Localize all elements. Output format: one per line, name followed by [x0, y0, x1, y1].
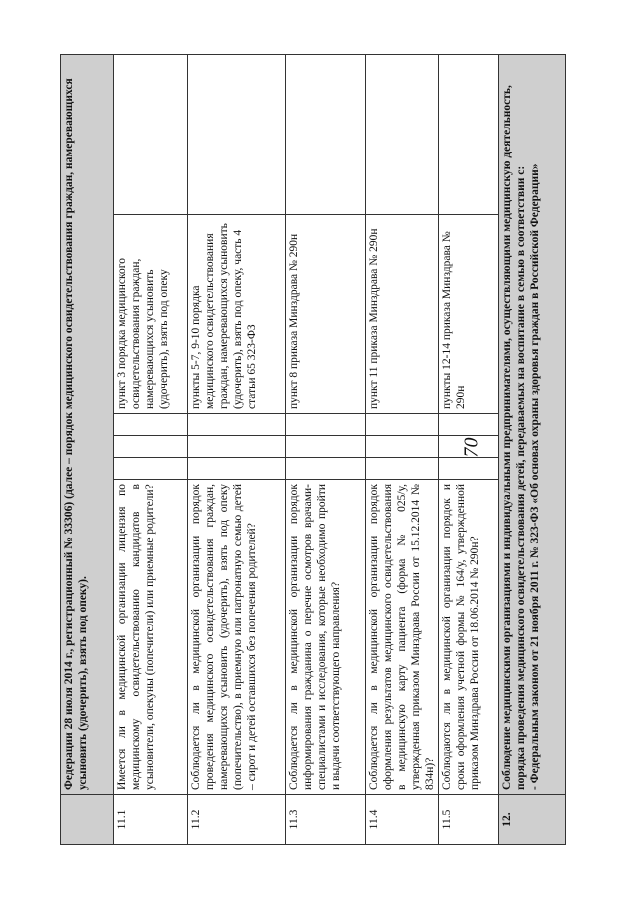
row-reference: пункт 8 приказа Минздрава № 290н [286, 215, 366, 414]
row-question: Имеется ли в медицинской организации лицензия по медицинскому освидетельствованию кандидатов в усыновители, опекуны (попечители) или приемные родители? [114, 480, 188, 795]
answer-cell [366, 436, 439, 458]
answer-cell [366, 414, 439, 436]
page-number: 70 [460, 437, 483, 458]
answer-cell [188, 436, 286, 458]
section-footer-row [499, 54, 566, 844]
header-row [61, 54, 114, 844]
row-question: Соблюдается ли в медицинской организации порядок проведения медицинского освидетельствования граждан, намеревающихся усыновить (удочерить), взять под опеку (попечительство), в приемную или патронатную семью детей – сирот и детей оставшихся без попечения родителей? [188, 480, 286, 795]
row-number: 11.2 [188, 795, 286, 845]
answer-cell [439, 414, 499, 436]
answer-cell [286, 458, 366, 480]
header-text: Федерации 28 июля 2014 г., регистрационный № 33306) (далее – порядок медицинского освидетельствования граждан, намеревающихся усыновить (удочерить), взять под опеку). [61, 54, 114, 794]
table-row [366, 54, 439, 844]
checklist-table [60, 54, 566, 845]
row-number: 11.1 [114, 795, 188, 845]
footer-law: - Федеральным законом от 21 ноября 2011 г. № 323-ФЗ «Об основах охраны здоровья граждан в Российской Федерации» [529, 163, 542, 790]
row-question: Соблюдается ли в медицинской организации порядок информирования гражданина о перечне осмотров врачами-специалистами и исследования, которые необходимо пройти и выдачи соответствующего направления? [286, 480, 366, 795]
answer-cell [439, 458, 499, 480]
note-cell [366, 54, 439, 214]
rotated-document [60, 55, 555, 845]
answer-cell [286, 436, 366, 458]
note-cell [114, 54, 188, 214]
footer-number: 12. [499, 795, 566, 845]
row-question: Соблюдаются ли в медицинской организации порядок и сроки оформления учетной формы № 164/у, утвержденной приказом Минздрава России от 18.06.2014 № 290н? [439, 480, 499, 795]
row-number: 11.3 [286, 795, 366, 845]
table-row [114, 54, 188, 844]
answer-cell [188, 458, 286, 480]
note-cell [439, 54, 499, 214]
answer-cell [114, 436, 188, 458]
answer-cell [366, 458, 439, 480]
answer-cell [114, 414, 188, 436]
row-reference: пункт 11 приказа Минздрава № 290н [366, 215, 439, 414]
header-no-cell [61, 795, 114, 845]
table-row [439, 54, 499, 844]
row-reference: пункт 3 порядка медицинского освидетельствования граждан, намеревающихся усыновить (удочерить), взять под опеку [114, 215, 188, 414]
note-cell [188, 54, 286, 214]
row-reference: пункты 12-14 приказа Минздрава № 290н [439, 215, 499, 414]
row-question: Соблюдается ли в медицинской организации порядок оформления результатов медицинского освидетельствования в медицинскую карту пациента (форма № 025/у, утвержденная приказом Минздрава России от 15.12.2014 № 834н)? [366, 480, 439, 795]
row-number: 11.5 [439, 795, 499, 845]
answer-cell [114, 458, 188, 480]
table-row [188, 54, 286, 844]
footer-text: Соблюдение медицинскими организациями и индивидуальными предпринимателями, осуществляющими медицинскую деятельность, порядка проведения медицинского освидетельствования детей, передаваемых на воспитание в семью в соответствии с: [501, 85, 528, 790]
answer-cell [439, 436, 499, 458]
note-cell [286, 54, 366, 214]
answer-cell [286, 414, 366, 436]
row-number: 11.4 [366, 795, 439, 845]
footer-content [499, 54, 566, 794]
answer-cell [188, 414, 286, 436]
row-reference: пункты 5-7, 9-10 порядка медицинского освидетельствования граждан, намеревающихся усыновить (удочерить), взять под опеку, часть 4 статьи 65 323-ФЗ [188, 215, 286, 414]
table-row [286, 54, 366, 844]
